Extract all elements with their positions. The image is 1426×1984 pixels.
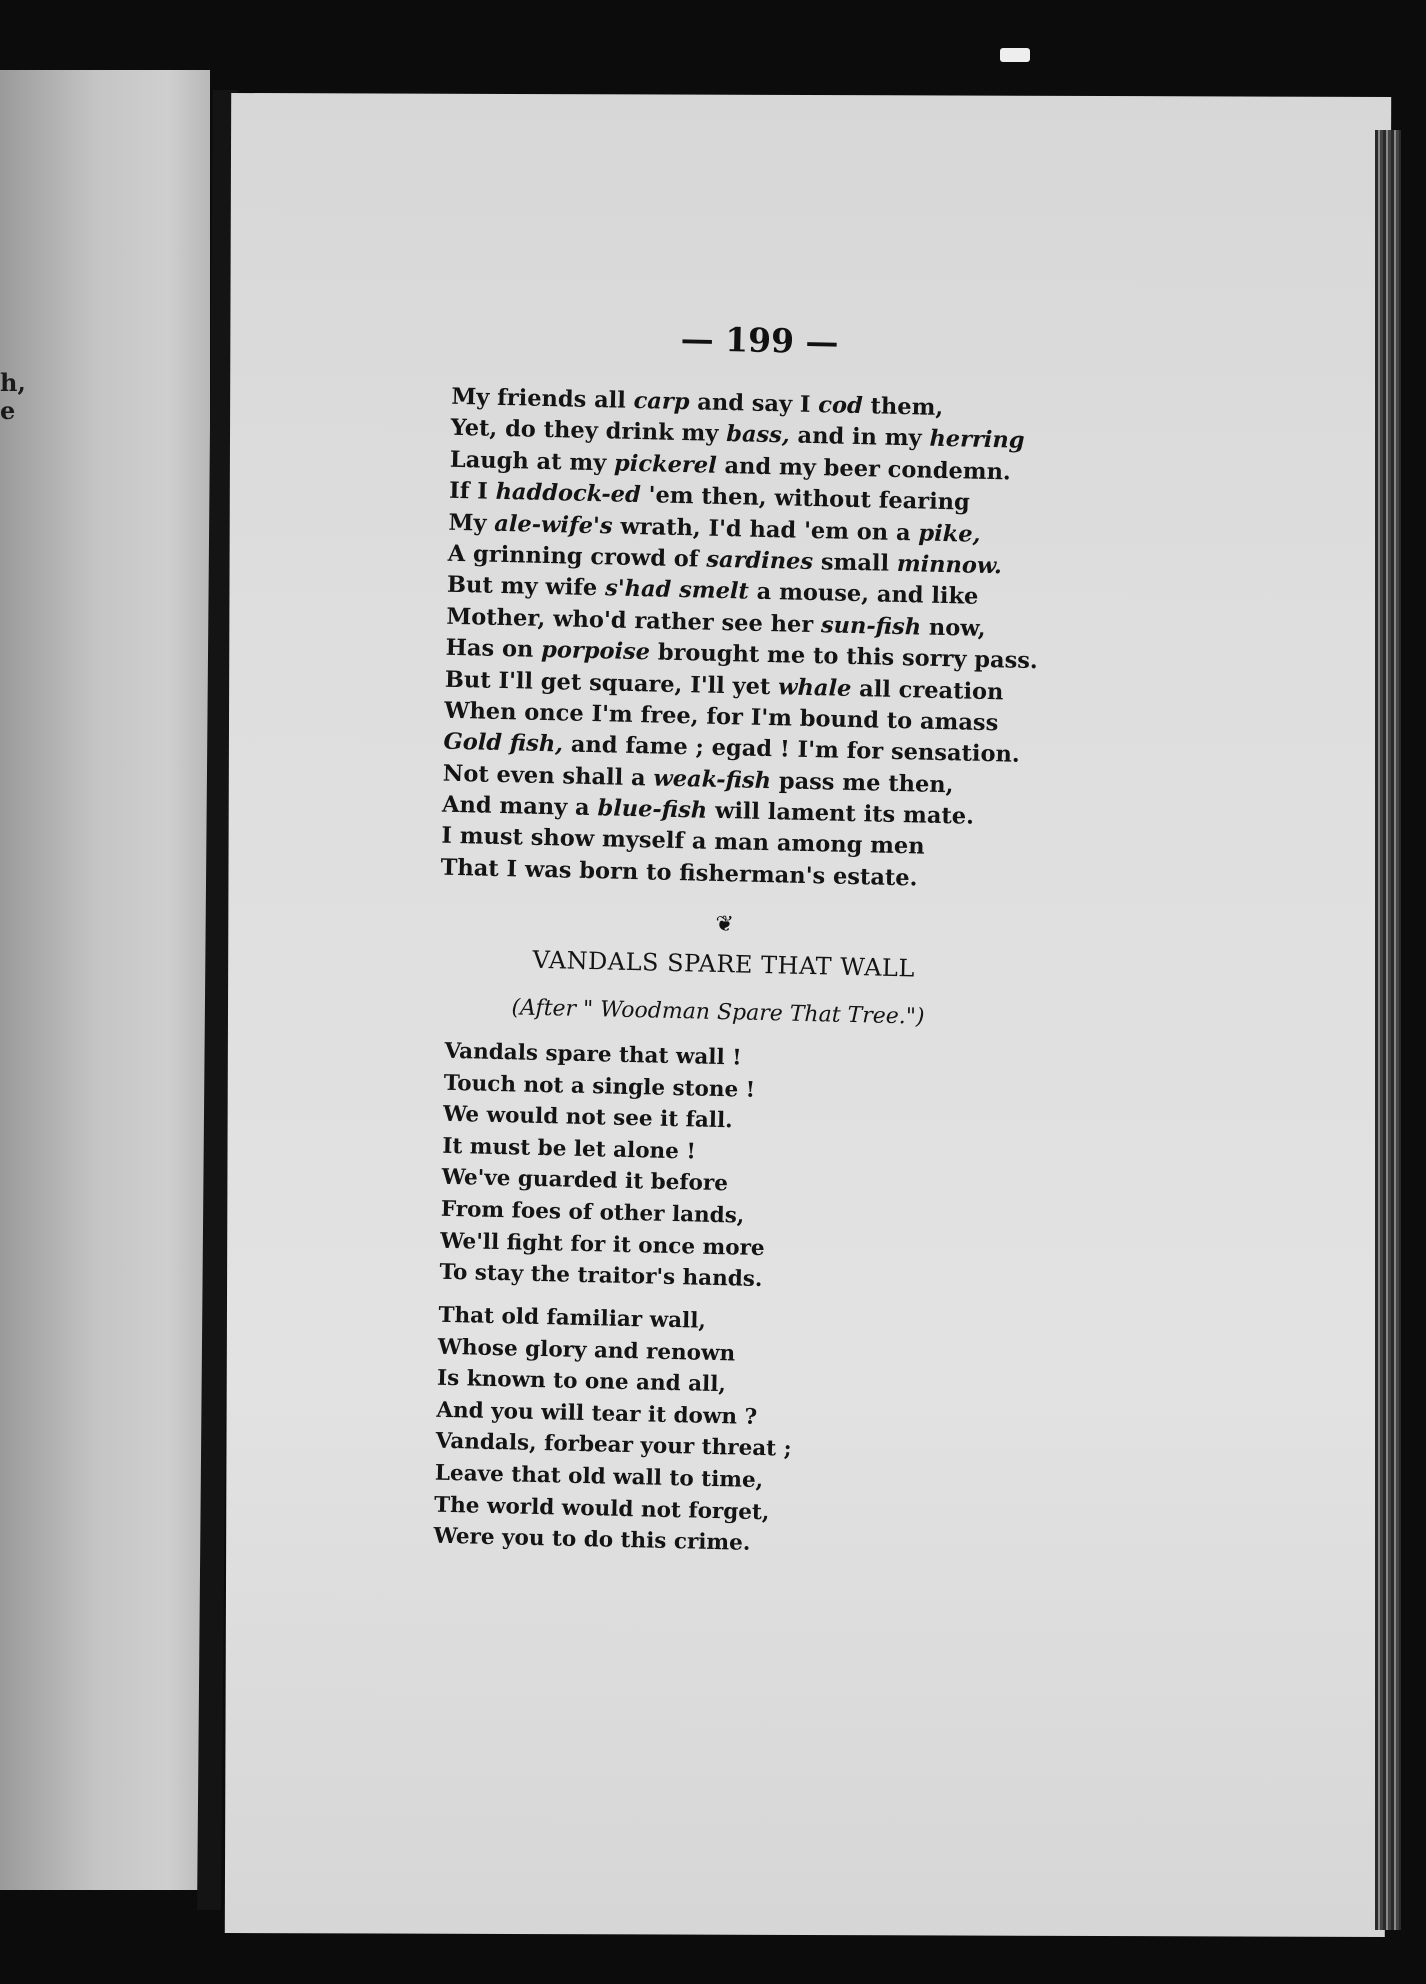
- verse-line: That old familiar wall,: [438, 1302, 707, 1334]
- italic-text: sardines: [706, 546, 814, 575]
- verse-1: [439, 1036, 769, 1296]
- italic-text: carp: [633, 387, 690, 416]
- text-run: them,: [862, 393, 944, 421]
- verse-2: [433, 1300, 795, 1561]
- verse-line: It must be let alone !: [442, 1133, 697, 1165]
- text-run: small: [812, 548, 898, 577]
- italic-text: pike,: [918, 519, 981, 548]
- italic-text: pickerel: [613, 450, 717, 479]
- text-run: and my beer condemn.: [716, 452, 1012, 486]
- text-run: If I: [448, 477, 496, 505]
- text-run: I must show myself a man among men: [441, 823, 925, 861]
- verse-line: Touch not a single stone !: [443, 1070, 756, 1103]
- verse-line: We would not see it fall.: [442, 1101, 733, 1134]
- italic-text: cod: [818, 392, 864, 420]
- fleuron-ornament-icon: ❦: [715, 911, 735, 938]
- verse-line: We'll fight for it once more: [439, 1228, 765, 1261]
- verse-line: To stay the traitor's hands.: [439, 1259, 763, 1293]
- italic-text: bass,: [725, 421, 790, 449]
- italic-text: whale: [777, 673, 852, 702]
- section-subtitle: (After " Woodman Spare That Tree."): [511, 995, 925, 1030]
- verse-line: Leave that old wall to time,: [434, 1460, 764, 1494]
- verse-line: Vandals spare that wall !: [444, 1038, 742, 1071]
- text-run: pass me then,: [770, 767, 954, 798]
- text-run: Laugh at my: [449, 446, 615, 477]
- italic-text: sun-fish: [820, 611, 922, 641]
- text-run: a mouse, and like: [748, 578, 979, 611]
- text-run: and in my: [789, 422, 930, 453]
- text-run: That I was born to fisherman's estate.: [440, 854, 918, 892]
- italic-text: herring: [929, 426, 1025, 455]
- text-run: and fame ; egad ! I'm for sensation.: [562, 731, 1020, 769]
- text-run: But I'll get square, I'll yet: [444, 666, 779, 700]
- text-run: and say I: [689, 389, 819, 419]
- text-run: My friends all: [451, 383, 634, 414]
- italic-text: porpoise: [540, 637, 651, 666]
- text-run: But my wife: [446, 572, 606, 602]
- verse-line: Is known to one and all,: [436, 1365, 727, 1398]
- text-run: 'em then, without fearing: [640, 482, 971, 516]
- previous-page-fragment: e: [0, 396, 16, 425]
- text-run: My: [448, 509, 495, 537]
- page-number: — 199 —: [680, 318, 840, 362]
- verse-line: Vandals, forbear your threat ;: [435, 1429, 792, 1463]
- verse-line: From foes of other lands,: [440, 1196, 745, 1229]
- text-run: Yet, do they drink my: [450, 415, 727, 448]
- verse-line: The world would not forget,: [433, 1492, 770, 1525]
- italic-text: minnow.: [896, 550, 1003, 580]
- text-run: When once I'm free, for I'm bound to amass: [443, 697, 999, 737]
- text-run: will lament its mate.: [706, 797, 975, 830]
- text-run: wrath, I'd had 'em on a: [612, 513, 919, 546]
- text-run: Has on: [445, 634, 542, 664]
- verse-line: Were you to do this crime.: [433, 1523, 751, 1557]
- text-run: now,: [920, 614, 986, 642]
- previous-page-fragment: h,: [0, 368, 26, 397]
- text-run: And many a: [441, 791, 598, 822]
- verse-line: And you will tear it down ?: [436, 1397, 758, 1430]
- text-run: Not even shall a: [442, 760, 654, 792]
- verse-line: Whose glory and renown: [437, 1334, 736, 1367]
- italic-text: blue-fish: [597, 795, 708, 824]
- italic-text: s'had smelt: [604, 575, 750, 605]
- italic-text: weak-fish: [653, 765, 772, 794]
- italic-text: Gold fish,: [443, 728, 564, 758]
- italic-text: ale-wife's: [494, 510, 613, 540]
- text-run: Mother, who'd rather see her: [446, 603, 822, 638]
- text-run: A grinning crowd of: [447, 540, 707, 573]
- italic-text: haddock-ed: [495, 478, 642, 509]
- verse-line: We've guarded it before: [441, 1165, 729, 1197]
- section-title: VANDALS SPARE THAT WALL: [532, 945, 916, 983]
- poem-continued: [440, 382, 1044, 898]
- text-run: brought me to this sorry pass.: [649, 639, 1039, 675]
- text-run: all creation: [851, 675, 1004, 705]
